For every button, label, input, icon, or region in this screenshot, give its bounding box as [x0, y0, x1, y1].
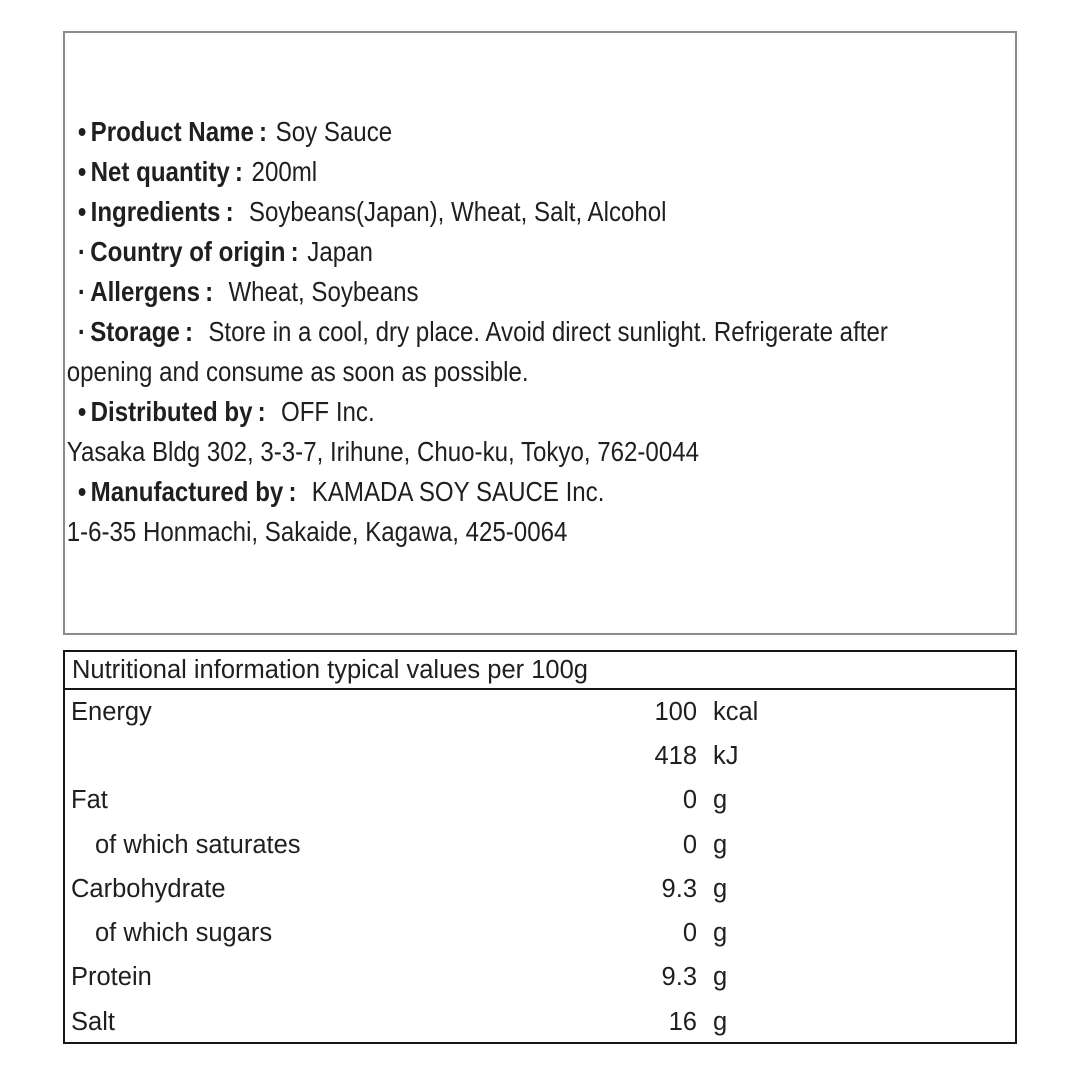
nutrient-unit: g — [713, 786, 728, 815]
nutrition-table — [63, 650, 1017, 1044]
nutrient-unit: g — [713, 919, 728, 948]
nutrient-value: 0 — [682, 786, 697, 815]
nutrient-value: 0 — [682, 830, 697, 859]
nutrient-label: of which sugars — [95, 919, 273, 948]
nutrient-value: 16 — [668, 1007, 697, 1036]
ingredients-line — [65, 192, 1016, 232]
colon-separator: : — [290, 236, 299, 267]
nutrient-label: Protein — [71, 963, 152, 992]
colon-separator: : — [257, 396, 266, 427]
field-value: Japan — [307, 236, 373, 267]
nutrient-label: Fat — [71, 786, 108, 815]
bullet: • — [77, 396, 87, 427]
bullet: · — [77, 276, 86, 307]
country-of-origin-line — [65, 232, 1016, 272]
nutrient-label: Energy — [71, 697, 152, 726]
field-label: Distributed by — [90, 396, 253, 427]
nutrient-value: 0 — [682, 919, 697, 948]
manufactured-by-line — [65, 472, 1016, 512]
nutrition-row-energy-kcal — [65, 690, 1015, 734]
nutrient-value: 418 — [654, 741, 697, 770]
colon-separator: : — [259, 116, 268, 147]
colon-separator: : — [288, 476, 297, 507]
product-info-panel — [63, 31, 1017, 635]
nutrient-unit: g — [713, 1007, 728, 1036]
nutrition-row-carbohydrate — [65, 867, 1015, 911]
bullet: • — [77, 116, 87, 147]
nutrient-value: 9.3 — [661, 963, 697, 992]
nutrient-unit: g — [713, 830, 728, 859]
field-value: Wheat, Soybeans — [221, 276, 419, 307]
field-value: Soybeans(Japan), Wheat, Salt, Alcohol — [242, 196, 667, 227]
net-quantity-line — [65, 152, 1016, 192]
nutrition-row-sugars — [65, 911, 1015, 955]
storage-continuation-line: opening and consume as soon as possible. — [66, 356, 529, 387]
storage-line — [65, 312, 1016, 352]
field-label: Country of origin — [90, 236, 286, 267]
colon-separator: : — [185, 316, 194, 347]
bullet: · — [77, 236, 86, 267]
field-value: Soy Sauce — [275, 116, 393, 147]
nutrient-label: Salt — [71, 1007, 115, 1036]
nutrient-unit: g — [713, 874, 728, 903]
nutrition-row-fat — [65, 779, 1015, 823]
nutrient-label: Carbohydrate — [71, 874, 226, 903]
product-name-line — [65, 112, 1016, 152]
allergens-line — [65, 272, 1016, 312]
field-value: KAMADA SOY SAUCE Inc. — [305, 476, 605, 507]
distributed-by-line — [65, 392, 1016, 432]
manufacturer-address-line: 1-6-35 Honmachi, Sakaide, Kagawa, 425-0064 — [66, 516, 568, 547]
nutrient-unit: kJ — [713, 741, 739, 770]
nutrition-row-salt — [65, 1000, 1015, 1044]
nutrient-value: 9.3 — [661, 874, 697, 903]
field-label: Ingredients — [90, 196, 221, 227]
field-value: OFF Inc. — [274, 396, 375, 427]
colon-separator: : — [234, 156, 243, 187]
colon-separator: : — [205, 276, 214, 307]
nutrient-unit: g — [713, 963, 728, 992]
nutrient-unit: kcal — [713, 697, 759, 726]
distributor-address-line: Yasaka Bldg 302, 3-3-7, Irihune, Chuo-ku, Tokyo, 762-0044 — [66, 436, 700, 467]
nutrition-row-energy-kj — [65, 734, 1015, 778]
product-info-text — [65, 112, 1016, 552]
field-label: Manufactured by — [90, 476, 284, 507]
nutrition-row-protein — [65, 956, 1015, 1000]
colon-separator: : — [225, 196, 234, 227]
nutrient-value: 100 — [654, 697, 697, 726]
bullet: • — [77, 156, 87, 187]
field-label: Net quantity — [90, 156, 230, 187]
bullet: · — [77, 316, 86, 347]
nutrient-label: of which saturates — [95, 830, 301, 859]
field-label: Product Name — [90, 116, 254, 147]
bullet: • — [77, 196, 87, 227]
field-label: Storage — [90, 316, 180, 347]
bullet: • — [77, 476, 87, 507]
field-value: 200ml — [251, 156, 318, 187]
field-label: Allergens — [90, 276, 200, 307]
field-value: Store in a cool, dry place. Avoid direct sunlight. Refrigerate after — [201, 316, 888, 347]
nutrition-row-saturates — [65, 823, 1015, 867]
nutrition-table-title: Nutritional information typical values per 100g — [65, 652, 1015, 690]
